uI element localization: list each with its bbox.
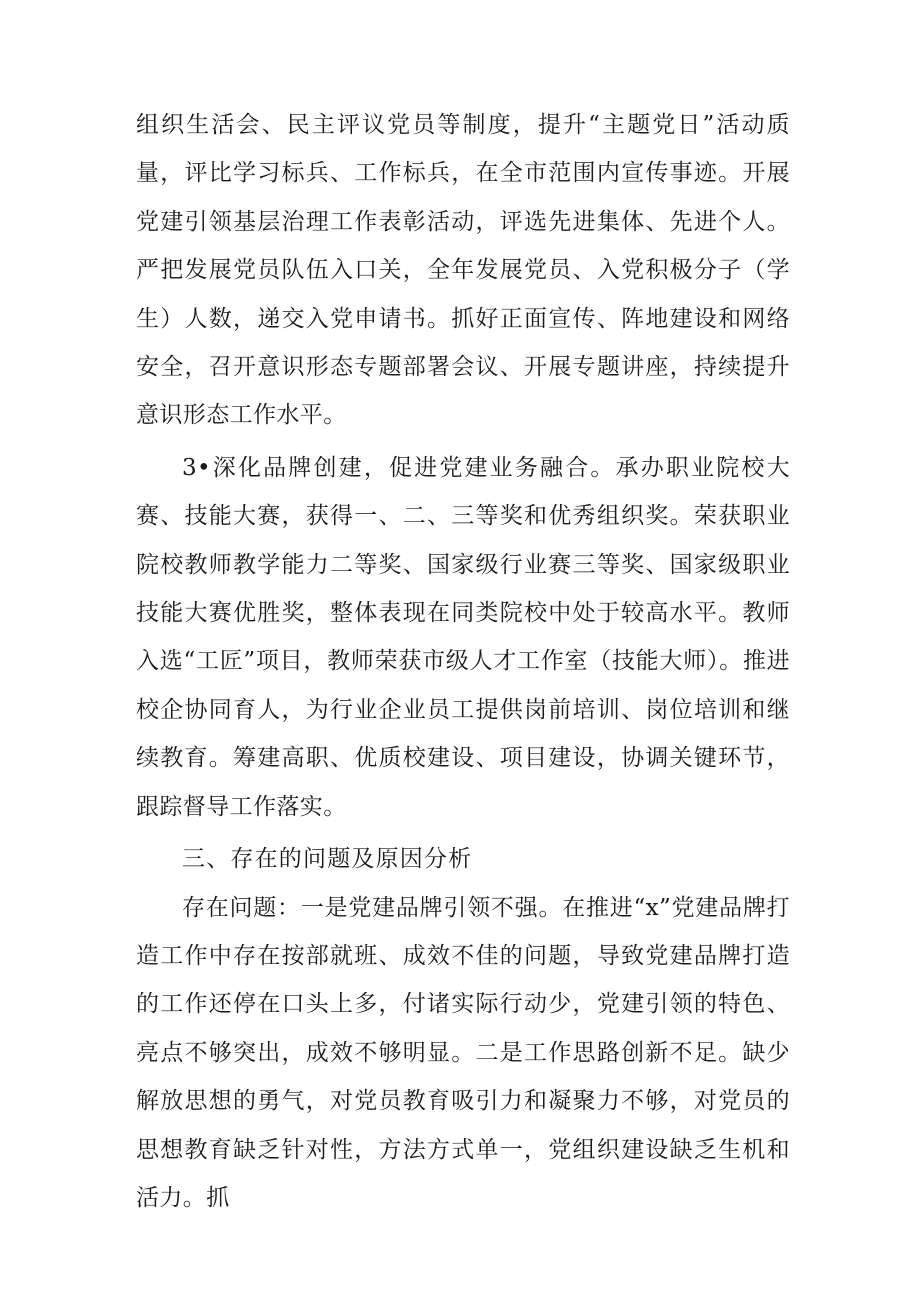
document-body: [136, 101, 790, 1222]
paragraph-brand-creation: 3•深化品牌创建，促进党建业务融合。承办职业院校大赛、技能大赛，获得一、二、三等奖和优秀组织奖。荣获职业院校教师教学能力二等奖、国家级行业赛三等奖、国家级职业技能大赛优胜奖，整体表现在同类院校中处于较高水平。教师入选“工匠”项目，教师荣获市级人才工作室（技能大师）。推进校企协同育人，为行业企业员工提供岗前培训、岗位培训和继续教育。筹建高职、优质校建设、项目建设，协调关键环节，跟踪督导工作落实。: [136, 454, 790, 820]
section-heading-problems: 三、存在的问题及原因分析: [182, 846, 473, 873]
paragraph-party-building-continued: 组织生活会、民主评议党员等制度，提升“主题党日”活动质量，评比学习标兵、工作标兵，在全市范围内宣传事迹。开展党建引领基层治理工作表彰活动，评选先进集体、先进个人。严把发展党员队伍入口关，全年发展党员、入党积极分子（学生）人数，递交入党申请书。抓好正面宣传、阵地建设和网络安全，召开意识形态专题部署会议、开展专题讲座，持续提升意识形态工作水平。: [136, 112, 790, 429]
paragraph-existing-problems: 存在问题：一是党建品牌引领不强。在推进“x”党建品牌打造工作中存在按部就班、成效不佳的问题，导致党建品牌打造的工作还停在口头上多，付诸实际行动少，党建引领的特色、亮点不够突出，成效不够明显。二是工作思路创新不足。缺少解放思想的勇气，对党员教育吸引力和凝聚力不够，对党员的思想教育缺乏针对性，方法方式单一，党组织建设缺乏生机和活力。抓: [136, 894, 790, 1211]
